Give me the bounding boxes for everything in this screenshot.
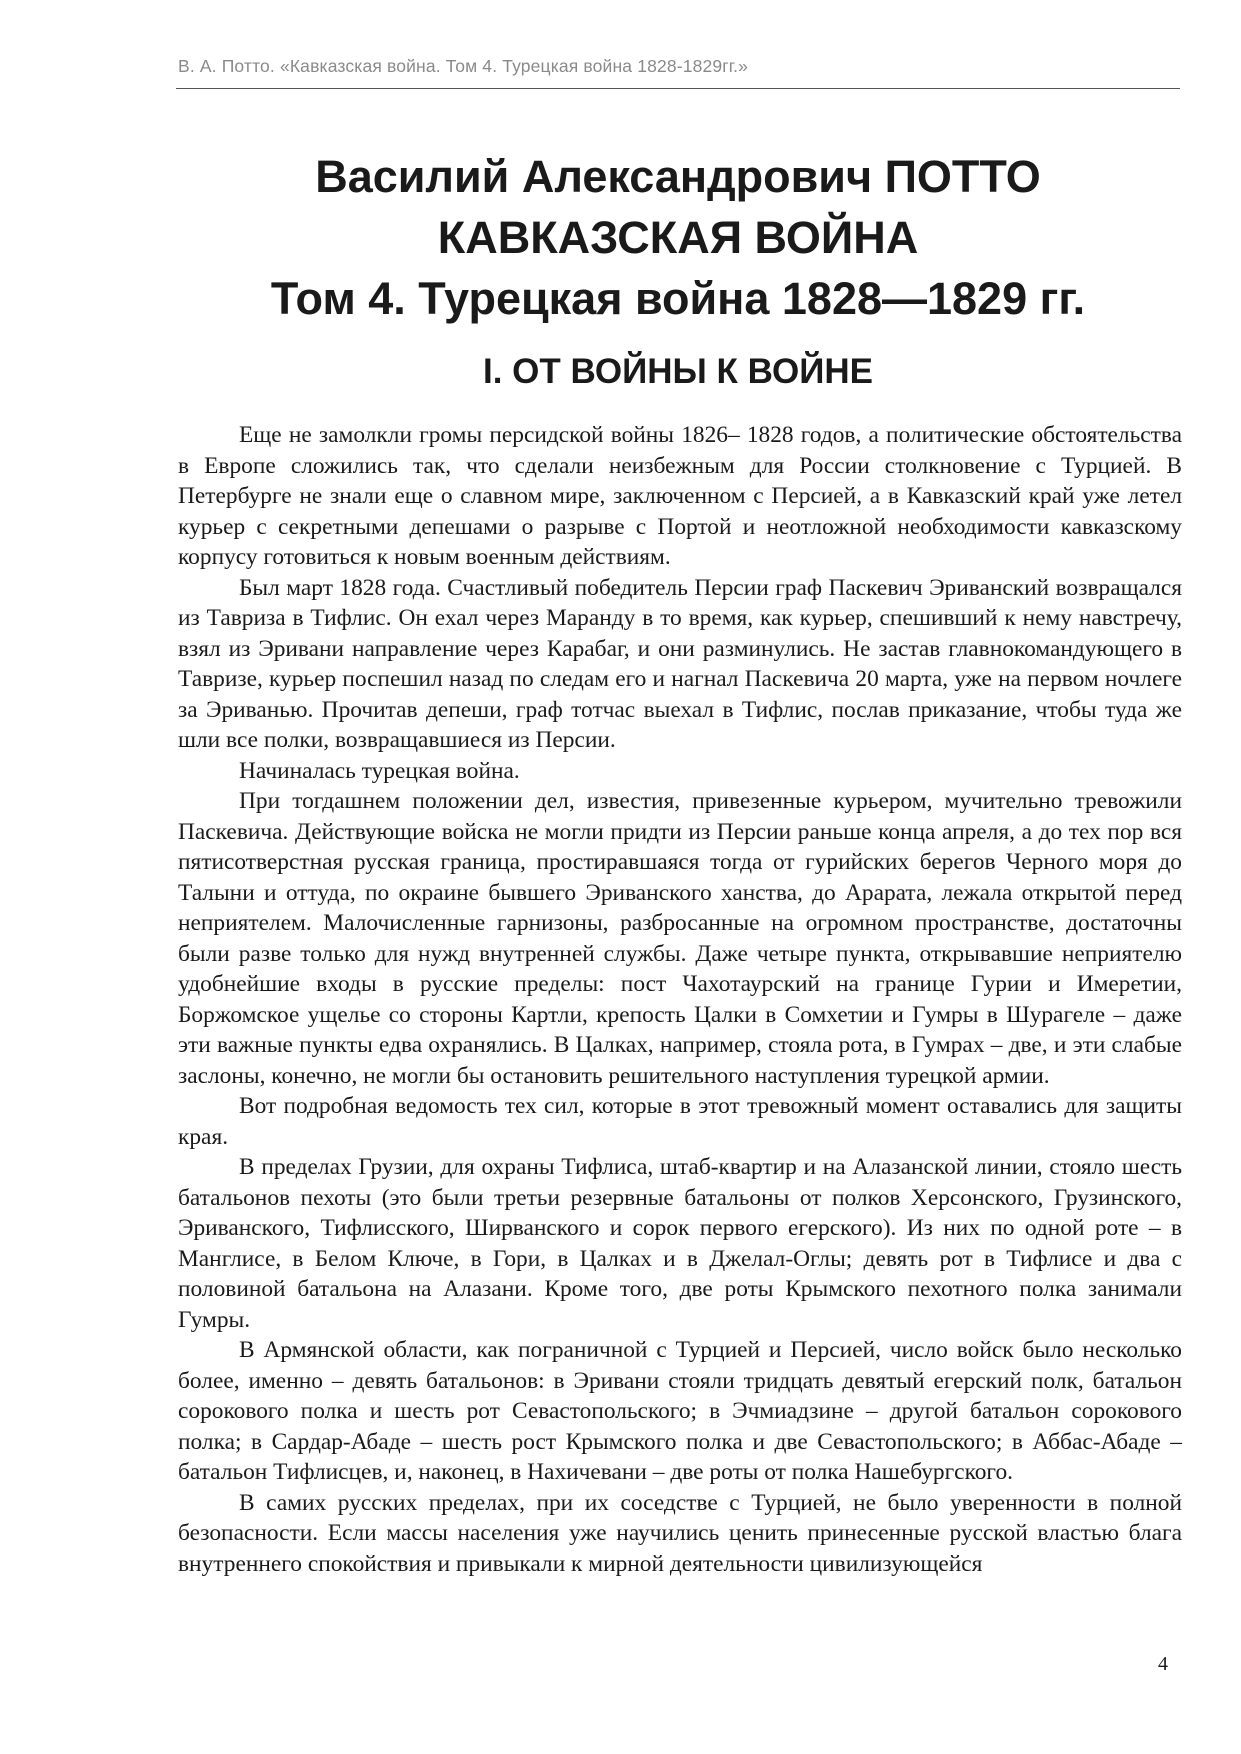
paragraph: Вот подробная ведомость тех сил, которые в этот тревожный момент оставались для защиты края. [178, 1093, 1182, 1150]
paragraph: Начиналась турецкая война. [239, 757, 520, 784]
paragraph: В пределах Грузии, для охраны Тифлиса, штаб-квартир и на Алазанской линии, стояло шесть батальонов пехоты (это были третьи резервные батальоны от полков Херсонского, Грузинского, Эриванского, Тифлисского, Ширванского и сорок первого егерского). Из них по одной роте – в Манглисе, в Белом Ключе, в Гори, в Цалках и в Джелал-Оглы; девять рот в Тифлисе и два с половиной батальона на Алазани. Кроме того, две роты Крымского пехотного полка занимали Гумры. [178, 1154, 1182, 1333]
book-title-volume: Том 4. Турецкая война 1828—1829 гг. [270, 273, 1086, 324]
page-number: 4 [1158, 1653, 1168, 1675]
paragraph: В самих русских пределах, при их соседстве с Турцией, не было уверенности в полной безопасности. Если массы населения уже научились ценить принесенные русской властью блага внутреннего спокойствия и привыкали к мирной деятельности цивилизующейся [178, 1489, 1182, 1577]
paragraph: Был март 1828 года. Счастливый победитель Персии граф Паскевич Эриванский возвращался из Тавриза в Тифлис. Он ехал через Маранду в то время, как курьер, спешивший к нему навстречу, взял из Эривани направление через Карабаг, и они разминулись. Не застав главнокомандующего в Тавризе, курьер поспешил назад по следам его и нагнал Паскевича 20 марта, уже на первом ночлеге за Эриванью. Прочитав депеши, граф тотчас выехал в Тифлис, послав приказание, чтобы туда же шли все полки, возвращавшиеся из Персии. [178, 574, 1182, 753]
header-divider [176, 88, 1180, 89]
running-header: В. А. Потто. «Кавказская война. Том 4. Турецкая война 1828-1829гг.» [178, 56, 749, 76]
paragraph: В Армянской области, как пограничной с Турцией и Персией, число войск было несколько более, именно – девять батальонов: в Эривани стояли тридцать девятый егерский полк, батальон сорокового полка и шесть рот Севастопольского; в Эчмиадзине – другой батальон сорокового полка; в Сардар-Абаде – шесть рост Крымского полка и две Севастопольского; в Аббас-Абаде – батальон Тифлисцев, и, наконец, в Нахичевани – две роты от полка Нашебургского. [178, 1337, 1182, 1485]
body-text [178, 420, 1182, 1579]
book-title [176, 146, 1180, 329]
paragraph: Еще не замолкли громы персидской войны 1826– 1828 годов, а политические обстоятельства в Европе сложились так, что сделали неизбежным для России столкновение с Турцией. В Петербурге не знали еще о славном мире, заключенном с Персией, а в Кавказский край уже летел курьер с секретными депешами о разрыве с Портой и неотложной необходимости кавказскому корпусу готовиться к новым военным действиям. [178, 422, 1182, 570]
book-title-author: Василий Александрович ПОТТО [315, 151, 1041, 202]
book-title-work: КАВКАЗСКАЯ ВОЙНА [437, 212, 919, 263]
chapter-title: I. ОТ ВОЙНЫ К ВОЙНЕ [482, 352, 874, 391]
paragraph: При тогдашнем положении дел, известия, привезенные курьером, мучительно тревожили Паскевича. Действующие войска не могли придти из Персии раньше конца апреля, а до тех пор вся пятисотверстная русская граница, простиравшаяся тогда от гурийских берегов Черного моря до Талыни и оттуда, по окраине бывшего Эриванского ханства, до Арарата, лежала открытой перед неприятелем. Малочисленные гарнизоны, разбросанные на огромном пространстве, достаточны были разве только для нужд внутренней службы. Даже четыре пункта, открывавшие неприятелю удобнейшие входы в русские пределы: пост Чахотаурский на границе Гурии и Имеретии, Боржомское ущелье со стороны Картли, крепость Цалки в Сомхетии и Гумры в Шурагеле – даже эти важные пункты едва охранялись. В Цалках, например, стояла рота, в Гумрах – две, и эти слабые заслоны, конечно, не могли бы остановить решительного наступления турецкой армии. [178, 788, 1182, 1089]
